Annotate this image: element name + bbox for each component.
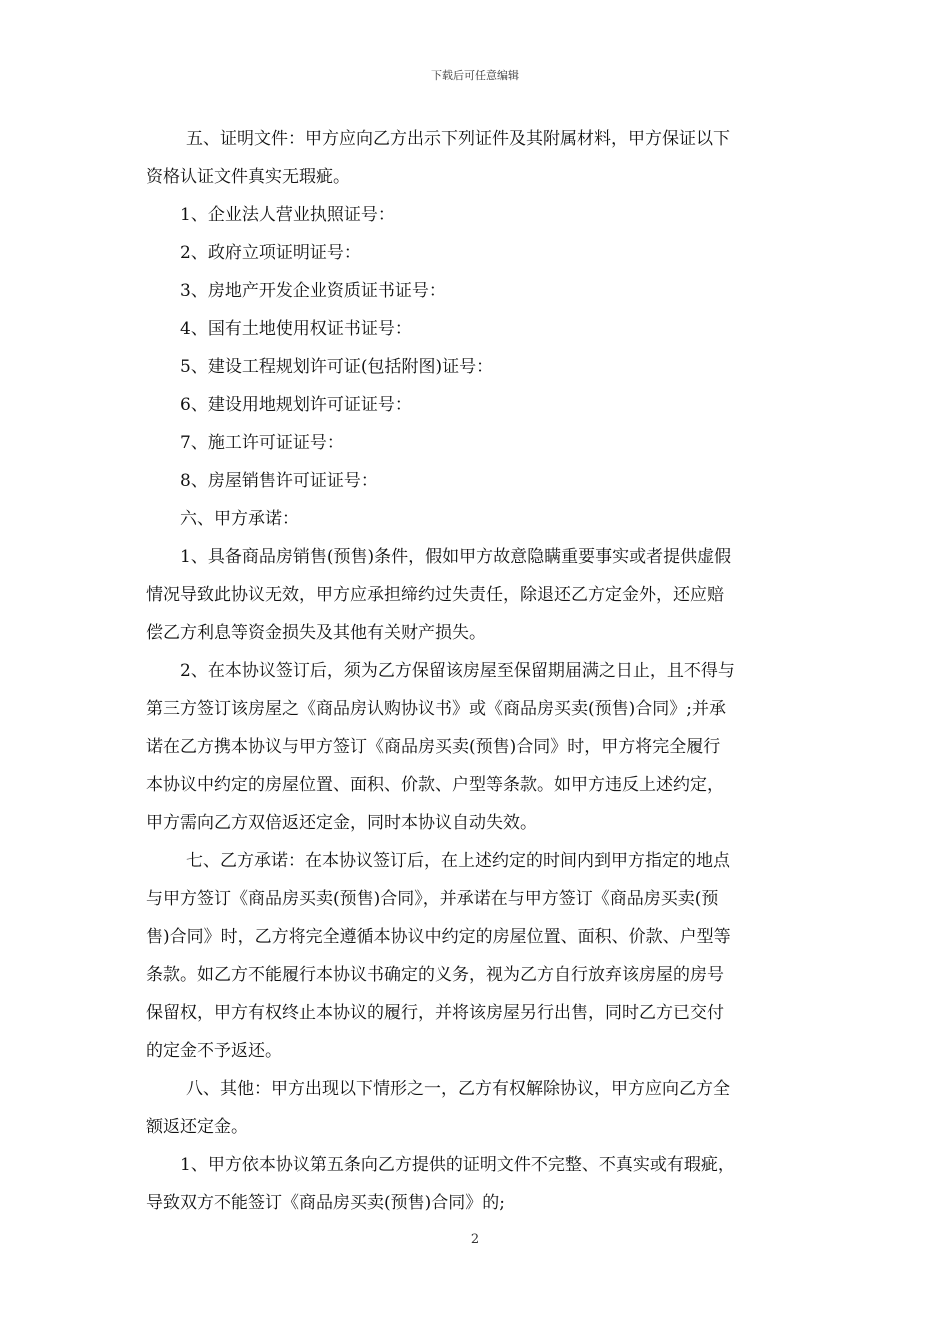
paragraph-line: 1、企业法人营业执照证号：: [180, 205, 395, 225]
paragraph-line: 偿乙方利息等资金损失及其他有关财产损失。: [146, 623, 486, 643]
paragraph-line: 第三方签订该房屋之《商品房认购协议书》或《商品房买卖(预售)合同》;并承: [146, 699, 726, 719]
paragraph-line: 条款。如乙方不能履行本协议书确定的义务，视为乙方自行放弃该房屋的房号: [146, 965, 724, 985]
list-item: [146, 462, 806, 500]
paragraph-line: 诺在乙方携本协议与甲方签订《商品房买卖(预售)合同》时，甲方将完全履行: [146, 737, 721, 757]
paragraph-line: 导致双方不能签订《商品房买卖(预售)合同》的;: [146, 1193, 505, 1213]
paragraph-line: 4、国有土地使用权证书证号：: [180, 319, 412, 339]
page-number: 2: [470, 1232, 480, 1247]
paragraph-line: 1、甲方依本协议第五条向乙方提供的证明文件不完整、不真实或有瑕疵，: [180, 1155, 735, 1175]
paragraph-line: 1、具备商品房销售(预售)条件，假如甲方故意隐瞒重要事实或者提供虚假: [180, 547, 732, 567]
paragraph-line: 八、其他：甲方出现以下情形之一，乙方有权解除协议，甲方应向乙方全: [186, 1079, 730, 1099]
list-item: [146, 196, 806, 234]
paragraph-line: 情况导致此协议无效，甲方应承担缔约过失责任，除退还乙方定金外，还应赔: [146, 585, 724, 605]
paragraph-8-other: [146, 1070, 806, 1146]
paragraph-line: 六、甲方承诺：: [180, 509, 299, 529]
document-body: [146, 120, 806, 1222]
list-item: [146, 272, 806, 310]
list-item: [146, 310, 806, 348]
paragraph-line: 5、建设工程规划许可证(包括附图)证号：: [180, 357, 494, 377]
paragraph-line: 售)合同》时，乙方将完全遵循本协议中约定的房屋位置、面积、价款、户型等: [146, 927, 731, 947]
paragraph-line: 保留权，甲方有权终止本协议的履行，并将该房屋另行出售，同时乙方已交付: [146, 1003, 724, 1023]
paragraph-line: 2、在本协议签订后，须为乙方保留该房屋至保留期届满之日止，且不得与: [180, 661, 735, 681]
section-heading: [146, 500, 806, 538]
paragraph-8-1: [146, 1146, 806, 1222]
paragraph-6-1: [146, 538, 806, 652]
list-item: [146, 348, 806, 386]
paragraph-line: 额返还定金。: [146, 1117, 248, 1137]
list-item: [146, 234, 806, 272]
paragraph-line: 甲方需向乙方双倍返还定金，同时本协议自动失效。: [146, 813, 537, 833]
paragraph-line: 的定金不予返还。: [146, 1041, 282, 1061]
paragraph-5-certificates: [146, 120, 806, 196]
paragraph-7-party-b: [146, 842, 806, 1070]
paragraph-line: 6、建设用地规划许可证证号：: [180, 395, 412, 415]
page-header-note: 下载后可任意编辑: [431, 69, 519, 82]
paragraph-line: 8、房屋销售许可证证号：: [180, 471, 378, 491]
paragraph-6-2: [146, 652, 806, 842]
paragraph-line: 七、乙方承诺：在本协议签订后，在上述约定的时间内到甲方指定的地点: [186, 851, 730, 871]
list-item: [146, 424, 806, 462]
paragraph-line: 7、施工许可证证号：: [180, 433, 344, 453]
paragraph-line: 2、政府立项证明证号：: [180, 243, 361, 263]
paragraph-line: 五、证明文件：甲方应向乙方出示下列证件及其附属材料，甲方保证以下: [186, 129, 730, 149]
list-item: [146, 386, 806, 424]
paragraph-line: 本协议中约定的房屋位置、面积、价款、户型等条款。如甲方违反上述约定，: [146, 775, 724, 795]
paragraph-line: 3、房地产开发企业资质证书证号：: [180, 281, 446, 301]
paragraph-line: 与甲方签订《商品房买卖(预售)合同》，并承诺在与甲方签订《商品房买卖(预: [146, 889, 719, 909]
paragraph-line: 资格认证文件真实无瑕疵。: [146, 167, 350, 187]
